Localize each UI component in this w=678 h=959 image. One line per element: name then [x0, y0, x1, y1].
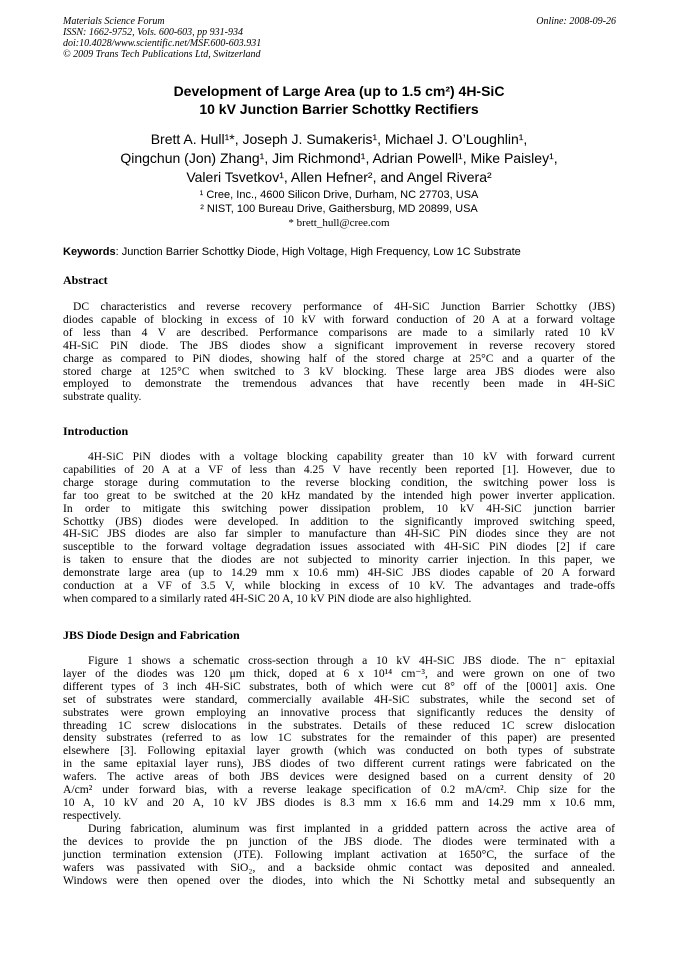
text-line: 4H-SiC JBS diodes are also far simpler to manufacture than 4H-SiC PiN diodes since they are not	[63, 527, 615, 541]
text-line: stored charge at 125°C when switched to 3 kV blocking. These large area JBS diodes were also	[63, 364, 615, 378]
keywords-label: Keywords	[63, 246, 116, 258]
author-list	[63, 130, 615, 187]
text-line: capabilities of 20 A at a VF of less than 4.25 V have recently been reported [1]. However, due to	[63, 462, 615, 476]
text-line: DC characteristics and reverse recovery performance of 4H-SiC Junction Barrier Schottky (JBS)	[73, 300, 615, 313]
text-line: Figure 1 shows a schematic cross-section through a 10 kV 4H-SiC JBS diode. The n⁻ epitaxial	[88, 654, 615, 667]
abstract-heading: Abstract	[63, 273, 108, 287]
text-line: charge as compared to PiN diodes, showing half of the stored charge at 25°C and a quarter of the	[63, 351, 615, 365]
design-heading: JBS Diode Design and Fabrication	[63, 628, 240, 642]
text-line: substrate quality.	[63, 390, 142, 404]
text-line: During fabrication, aluminum was first implanted in a gridded pattern across the active area of	[88, 822, 615, 835]
text-line: 10 A, 10 kV and 20 A, 10 kV JBS diodes is 8.3 mm x 16.6 mm and 14.29 mm x 10.6 mm,	[63, 795, 615, 809]
text-line: Schottky (JBS) diodes were developed. In addition to the significantly improved switching speed,	[63, 514, 615, 528]
text-line: demonstrate large area (up to 14.29 mm x 10.6 mm) 4H-SiC JBS diodes capable of 20 A forward	[63, 566, 615, 580]
copyright-line: © 2009 Trans Tech Publications Ltd, Switzerland	[63, 49, 261, 60]
text-line: In order to mitigate this switching power dissipation problem, 10 kV 4H-SiC junction barrier	[63, 501, 615, 515]
affiliations	[63, 188, 615, 230]
text-line: set of substrates were standard, commercially available 4H-SiC substrates, while the second set of	[63, 692, 615, 706]
text-line: wafers. The active areas of both JBS devices were designed based on a current density of 20	[63, 770, 615, 784]
design-paragraph-2	[63, 823, 615, 888]
authors-line-2: Qingchun (Jon) Zhang¹, Jim Richmond¹, Adrian Powell¹, Mike Paisley¹,	[120, 150, 558, 166]
text-line: when compared to a similarly rated 4H-SiC 20 A, 10 kV PiN diode are also highlighted.	[63, 591, 472, 605]
affiliation-2: ² NIST, 100 Bureau Drive, Gaithersburg, MD 20899, USA	[200, 203, 478, 215]
doi-line: doi:10.4028/www.scientific.net/MSF.600-603.931	[63, 38, 262, 49]
text-line: 4H-SiC PiN diode. The JBS diodes show a significant improvement in reverse recovery stored	[63, 338, 615, 352]
text-line: different types of 3 inch 4H-SiC substrates, both of which were cut 8° off of the [0001] axis. One	[63, 679, 615, 693]
title-line-2: 10 kV Junction Barrier Schottky Rectifiers	[199, 101, 479, 117]
text-line: elsewhere [3]. Following epitaxial layer growth (which was conducted on both types of substrate	[63, 744, 615, 758]
keywords	[63, 245, 623, 259]
text-line: susceptible to the forward voltage degradation issues associated with 4H-SiC PiN diodes [2] if care	[63, 540, 615, 554]
introduction-heading: Introduction	[63, 424, 129, 438]
text-line: diodes capable of blocking in excess of 10 kV with forward conduction of 20 A at a forward voltage	[63, 312, 615, 326]
text-line: the devices to provide the pn junction of the JBS diode. The diodes were terminated with a	[63, 834, 615, 848]
text-line: density substrates (referred to as low 1C substrates for the remainder of this paper) are presented	[63, 731, 615, 745]
text-line: wafers was passivated with SiO₂, and a backside ohmic contact was deposited and annealed.	[63, 860, 615, 874]
text-line: threading 1C screw dislocations in the substrates. Details of these reduced 1C screw dislocation	[63, 718, 615, 732]
text-line: 4H-SiC PiN diodes with a voltage blocking capability greater than 10 kV with forward current	[88, 450, 615, 463]
text-line: substrates were grown employing an innovative process that significantly reduces the density of	[63, 705, 615, 719]
authors-line-1: Brett A. Hull¹*, Joseph J. Sumakeris¹, Michael J. O’Loughlin¹,	[150, 131, 528, 147]
text-line: respectively.	[63, 808, 122, 822]
paper-title	[63, 82, 615, 118]
abstract-body	[63, 301, 615, 404]
text-line: Windows were then opened over the diodes, into which the Ni Schottky metal and subsequently an	[63, 873, 615, 887]
journal-name: Materials Science Forum	[63, 16, 165, 27]
title-line-1: Development of Large Area (up to 1.5 cm²) 4H-SiC	[173, 83, 505, 99]
text-line: of less than 4 V are described. Performance comparisons are made to a similarly rated 10 kV	[63, 325, 615, 339]
corresponding-email: * brett_hull@cree.com	[288, 217, 390, 229]
text-line: junction termination extension (JTE). Following implant activation at 1650°C, the surface of the	[63, 847, 615, 861]
affiliation-1: ¹ Cree, Inc., 4600 Silicon Drive, Durham, NC 27703, USA	[199, 189, 479, 201]
design-paragraph-1	[63, 655, 615, 823]
introduction-body	[63, 451, 615, 606]
text-line: in the same epitaxial layer runs), JBS diodes of two different current ratings were fabricated on the	[63, 757, 615, 771]
text-line: conduction at a VF of 3.5 V, while blocking in excess of 10 kV. The advantages and trade-offs	[63, 579, 615, 593]
issn-line: ISSN: 1662-9752, Vols. 600-603, pp 931-934	[63, 27, 243, 38]
text-line: layer of the diodes was 120 μm thick, doped at 6 x 10¹⁴ cm⁻³, and were grown on one of two	[63, 666, 615, 680]
text-line: charge storage during commutation to the reverse blocking condition, the switching power loss is	[63, 475, 615, 489]
text-line: employed to demonstrate the tremendous advances that have recently been made in 4H-SiC	[63, 377, 615, 391]
text-line: far too great to be switched at the 20 kHz mandated by the intended high power inverter application.	[63, 488, 615, 502]
keywords-text: : Junction Barrier Schottky Diode, High Voltage, High Frequency, Low 1C Substrate	[115, 246, 521, 258]
text-line: is taken to ensure that the diodes are not subjected to minority carrier injection. In this paper, we	[63, 553, 615, 567]
online-date: Online: 2008-09-26	[536, 16, 616, 27]
journal-header	[63, 16, 261, 60]
text-line: A/cm² under forward bias, with a reverse leakage specification of 0.2 mA/cm². Chip size for the	[63, 783, 615, 797]
authors-line-3: Valeri Tsvetkov¹, Allen Hefner², and Angel Rivera²	[186, 169, 492, 185]
